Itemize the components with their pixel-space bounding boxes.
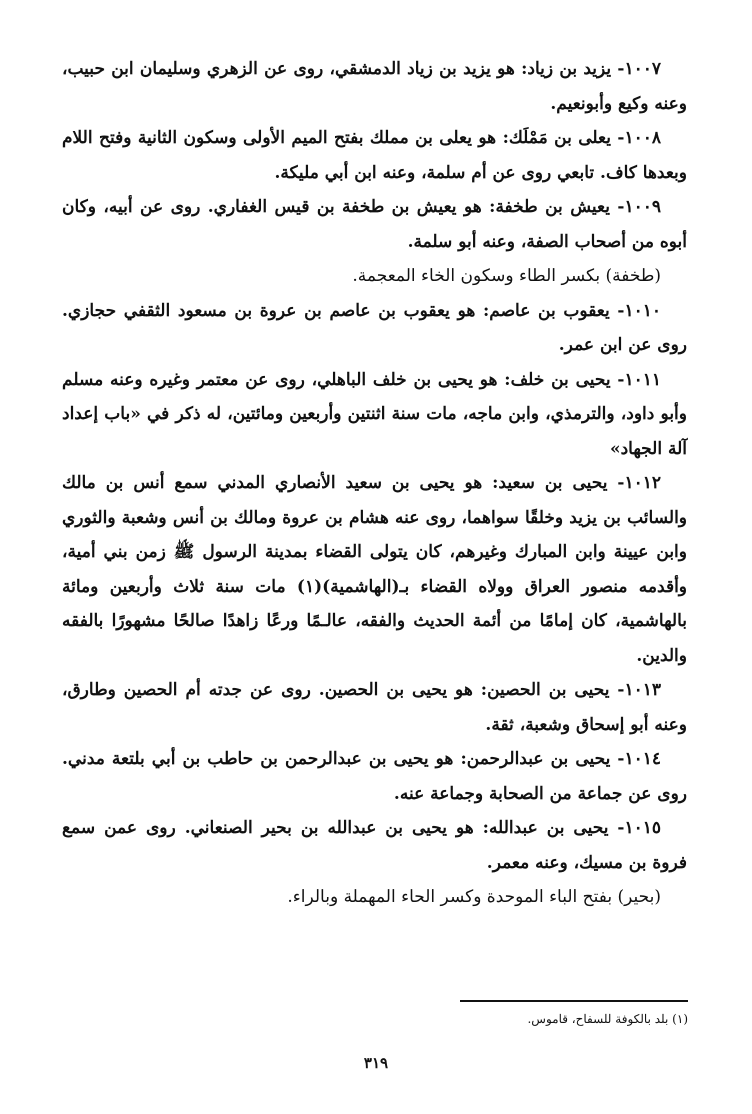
entry-1013 [62,673,687,742]
entry-text: ١٠١٣- يحيى بن الحصين: هو يحيى بن الحصين. روى عن جدته أم الحصين وطارق، وعنه أبو إسحاق وشعبة، ثقة. [62,680,687,735]
entry-text: ١٠١٥- يحيى بن عبدالله: هو يحيى بن عبدالله بن بحير الصنعاني. روى عمن سمع فروة بن مسيك، وعنه معمر. [62,818,687,873]
entry-1014 [62,742,687,811]
entry-1011 [62,363,687,467]
entry-1008 [62,121,687,190]
entry-text: ١٠١٠- يعقوب بن عاصم: هو يعقوب بن عاصم بن عروة بن مسعود الثقفي حجازي. روى عن ابن عمر. [62,300,687,355]
entry-1010 [62,294,687,363]
entry-text: ١٠١٢- يحيى بن سعيد: هو يحيى بن سعيد الأنصاري المدني سمع أنس بن مالك والسائب بن يزيد وخلقًا سواهما، روى عنه هشام بن عروة ومالك بن أنس وشعبة والثوري وابن عيينة وابن المبارك وغيرهم، كان يتولى القضاء بمدينة الرسول ﷺ زمن بني أمية، وأقدمه منصور العراق وولاه القضاء بـ(الهاشمية)(١) مات سنة ثلاث وأربعين ومائة بالهاشمية، كان إمامًا من أئمة الحديث والفقه، عالـمًا ورعًا زاهدًا صالحًا مشهورًا بالفقه والدين. [62,473,687,666]
entry-note: (بحير) بفتح الباء الموحدة وكسر الحاء المهملة وبالراء. [287,887,661,907]
entry-1012 [62,466,687,673]
entry-text: ١٠٠٨- يعلى بن مَمْلَك: هو يعلى بن مملك بفتح الميم الأولى وسكون الثانية وفتح اللام وبعدها كاف. تابعي روى عن أم سلمة، وعنه ابن أبي مليكة. [62,128,687,183]
entry-text: ١٠١١- يحيى بن خلف: هو يحيى بن خلف الباهلي، روى عن معتمر وغيره وعنه مسلم وأبو داود، والترمذي، وابن ماجه، مات سنة اثنتين وأربعين ومائتين، له ذكر في «باب إعداد آلة الجهاد» [62,369,687,459]
entry-1015 [62,811,687,915]
entry-text: ١٠٠٩- يعيش بن طخفة: هو يعيش بن طخفة بن قيس الغفاري. روى عن أبيه، وكان أبوه من أصحاب الصفة، وعنه أبو سلمة. [62,197,687,252]
page-number: ٣١٩ [363,1054,389,1072]
entry-text: ١٠١٤- يحيى بن عبدالرحمن: هو يحيى بن عبدالرحمن بن حاطب بن أبي بلتعة مدني. روى عن جماعة من الصحابة وجماعة عنه. [62,749,687,804]
footnote: (١) بلد بالكوفة للسفاح، قاموس. [527,1012,688,1026]
page-body [62,52,687,915]
footnote-divider [460,1000,688,1002]
entry-1009 [62,190,687,294]
entry-1007 [62,52,687,121]
entry-text: ١٠٠٧- يزيد بن زياد: هو يزيد بن زياد الدمشقي، روى عن الزهري وسليمان ابن حبيب، وعنه وكيع وأبونعيم. [62,59,687,114]
entry-note: (طخفة) بكسر الطاء وسكون الخاء المعجمة. [352,266,661,286]
